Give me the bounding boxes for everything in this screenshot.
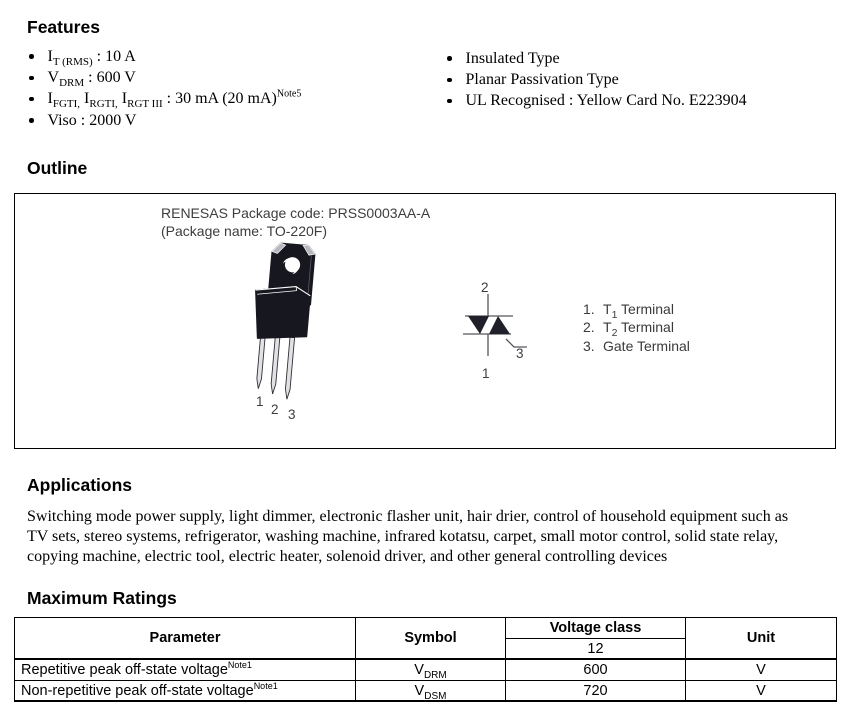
terminal-label: $T_1$ Terminal <box>603 301 674 321</box>
table-header-unit: Unit <box>686 618 837 660</box>
features-list-right <box>447 48 747 112</box>
applications-line: Switching mode power supply, light dimmer, electronic flasher unit, hair drier, control of household equipment such as <box>27 508 789 525</box>
terminal-number: 1. <box>583 301 595 317</box>
feature-item-planar <box>447 69 747 90</box>
package-code-text <box>161 204 430 240</box>
bullet-icon <box>447 56 452 61</box>
feature-item-ul <box>447 91 747 112</box>
feature-item-igt <box>29 89 301 110</box>
terminal-item-1 <box>583 301 690 319</box>
package-lead-1 <box>256 335 265 389</box>
terminal-label: Gate Terminal <box>603 337 690 354</box>
terminal-item-2 <box>583 319 690 340</box>
symbol-label-2: 2 <box>481 280 489 295</box>
table-cell-symbol: $V_{DSM}$ <box>356 681 506 702</box>
terminal-number: 3. <box>583 337 595 354</box>
table-cell-unit: V <box>686 681 837 702</box>
table-row-vdrm <box>15 659 837 681</box>
table-header-parameter: Parameter <box>15 618 356 660</box>
triac-symbol <box>456 269 541 374</box>
outline-figure-box <box>14 193 836 449</box>
package-name-line: (Package name: TO-220F) <box>161 223 328 239</box>
terminal-list <box>583 301 690 356</box>
feature-item-viso <box>29 110 301 131</box>
package-lead-3 <box>285 337 295 399</box>
features-list-left <box>29 46 301 131</box>
feature-item-insulated <box>447 48 747 69</box>
max-ratings-heading: Maximum Ratings <box>27 588 177 608</box>
package-lead-2 <box>270 336 280 394</box>
applications-line: TV sets, stereo systems, refrigerator, washing machine, infrared kotatsu, carpet, small motor control, solid state relay, <box>27 528 779 545</box>
applications-paragraph <box>27 507 788 567</box>
terminal-label: $T_2$ Terminal <box>603 319 674 340</box>
table-cell-unit: V <box>686 659 837 681</box>
package-pin-label-1: 1 <box>256 394 264 409</box>
package-code-line: RENESAS Package code: PRSS0003AA-A <box>161 205 431 221</box>
terminal-number: 2. <box>583 319 595 336</box>
features-heading: Features <box>27 17 100 37</box>
feature-item-label: $V_{DRM}$ : 600 V <box>47 68 136 90</box>
feature-item-label: UL Recognised : Yellow Card No. E223904 <box>465 92 747 110</box>
package-pin-label-2: 2 <box>271 402 279 417</box>
feature-item-label: Planar Passivation Type <box>465 70 619 88</box>
table-cell-parameter: Repetitive peak off-state voltage$^{Note1}$ <box>15 659 356 681</box>
bullet-icon <box>447 78 452 83</box>
table-header-voltage-value: 12 <box>506 639 686 660</box>
feature-item-vdrm <box>29 67 301 88</box>
package-drawing <box>248 241 330 406</box>
feature-item-label: $I_{T (RMS)}$ : 10 A <box>47 47 136 68</box>
table-cell-value: 720 <box>506 681 686 702</box>
bullet-icon <box>29 76 34 81</box>
terminal-item-3 <box>583 338 690 356</box>
package-pin-label-3: 3 <box>288 407 296 422</box>
feature-item-it-rms <box>29 46 301 67</box>
table-cell-symbol: $V_{DRM}$ <box>356 659 506 681</box>
symbol-triangle-down <box>468 316 489 334</box>
table-cell-parameter: Non-repetitive peak off-state voltage$^{Note1}$ <box>15 681 356 702</box>
outline-heading: Outline <box>27 158 88 178</box>
bullet-icon <box>29 54 34 59</box>
applications-heading: Applications <box>27 475 133 495</box>
bullet-icon <box>447 99 452 104</box>
bullet-icon <box>29 97 34 102</box>
feature-item-label: $I_{FGTI,}$ $I_{RGTI,}$ $I_{RGT III}$ : 30 mA (20 mA)$^{Note5}$ <box>47 88 302 111</box>
symbol-triangle-up <box>489 316 510 334</box>
symbol-label-1: 1 <box>482 366 490 381</box>
table-header-voltage-class: Voltage class <box>506 618 686 639</box>
table-row-vdsm <box>15 681 837 702</box>
table-cell-value: 600 <box>506 659 686 681</box>
feature-item-label: Insulated Type <box>465 49 560 67</box>
feature-item-label: Viso : 2000 V <box>47 111 137 129</box>
table-header-symbol: Symbol <box>356 618 506 660</box>
bullet-icon <box>29 118 34 123</box>
symbol-label-3: 3 <box>516 346 524 361</box>
max-ratings-table <box>14 617 837 702</box>
applications-line: copying machine, electric tool, electric heater, solenoid driver, and other general controlling devices <box>27 548 668 565</box>
